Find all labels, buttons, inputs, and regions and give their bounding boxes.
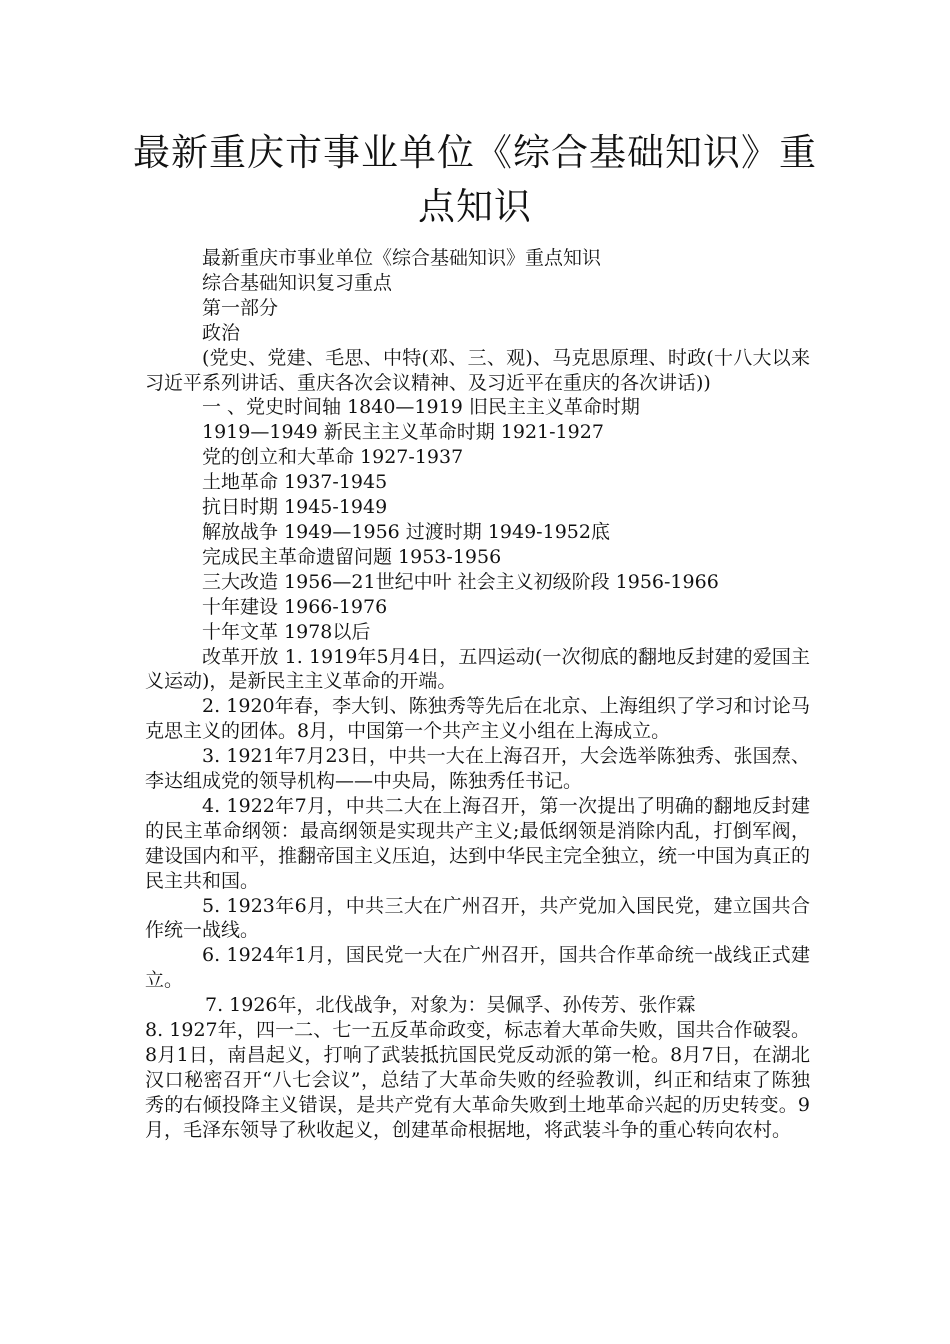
paragraph: 抗日时期 1945-1949 [202,496,388,519]
paragraph: 解放战争 1949—1956 过渡时期 1949-1952底 [202,520,610,543]
paragraph: 1919—1949 新民主主义革命时期 1921-1927 [202,421,604,444]
paragraph: 第一部分 [202,296,279,319]
paragraph: 最新重庆市事业单位《综合基础知识》重点知识 [202,247,602,269]
paragraph: 4. 1922年7月，中共二大在上海召开，第一次提出了明确的翻地反封建的民主革命纲领：最高纲领是实现共产主义;最低纲领是消除内乱，打倒军阀，建设国内和平，推翻帝国主义压迫，达到中华民主完全独立，统一中国为真正的民主共和国。 [145,794,811,892]
paragraph: 综合基础知识复习重点 [202,271,393,294]
paragraph: 土地革命 1937-1945 [202,471,388,494]
paragraph: 十年文革 1978以后 [202,620,371,643]
paragraph: 3. 1921年7月23日，中共一大在上海召开，大会选举陈独秀、张国焘、李达组成党的领导机构——中央局，陈独秀任书记。 [145,745,810,793]
document-body [145,246,810,1143]
paragraph: 完成民主革命遗留问题 1953-1956 [202,545,502,568]
paragraph: 党的创立和大革命 1927-1937 [202,446,464,469]
paragraph: 十年建设 1966-1976 [202,595,388,618]
paragraph: (党史、党建、毛思、中特(邓、三、观)、马克思原理、时政(十八大以来习近平系列讲话、重庆各次会议精神、及习近平在重庆的各次讲话)) [145,346,810,394]
paragraph: 三大改造 1956—21世纪中叶 社会主义初级阶段 1956-1966 [202,570,719,593]
document-title: 最新重庆市事业单位《综合基础知识》重点知识 [133,131,817,228]
paragraph: 8. 1927年，四一二、七一五反革命政变，标志着大革命失败，国共合作破裂。8月1日，南昌起义，打响了武装抵抗国民党反动派的第一枪。8月7日，在湖北汉口秘密召开“八七会议”，总结了大革命失败的经验教训，纠正和结束了陈独秀的右倾投降主义错误，是共产党有大革命失败到土地革命兴起的历史转变。9月，毛泽东领导了秋收起义，创建革命根据地，将武装斗争的重心转向农村。 [145,1019,810,1141]
paragraph: 一 、党史时间轴 1840—1919 旧民主主义革命时期 [202,396,640,419]
paragraph: 改革开放 1. 1919年5月4日，五四运动(一次彻底的翻地反封建的爱国主义运动)，是新民主主义革命的开端。 [145,645,810,693]
paragraph: 政治 [202,321,241,344]
paragraph: 5. 1923年6月，中共三大在广州召开，共产党加入国民党，建立国共合作统一战线。 [145,894,810,942]
paragraph: 6. 1924年1月，国民党一大在广州召开，国共合作革命统一战线正式建立。 [145,944,810,992]
paragraph: 7. 1926年，北伐战争，对象为：吴佩孚、孙传芳、张作霖 [205,994,696,1017]
paragraph: 2. 1920年春，李大钊、陈独秀等先后在北京、上海组织了学习和讨论马克思主义的团体。8月，中国第一个共产主义小组在上海成立。 [145,695,810,743]
